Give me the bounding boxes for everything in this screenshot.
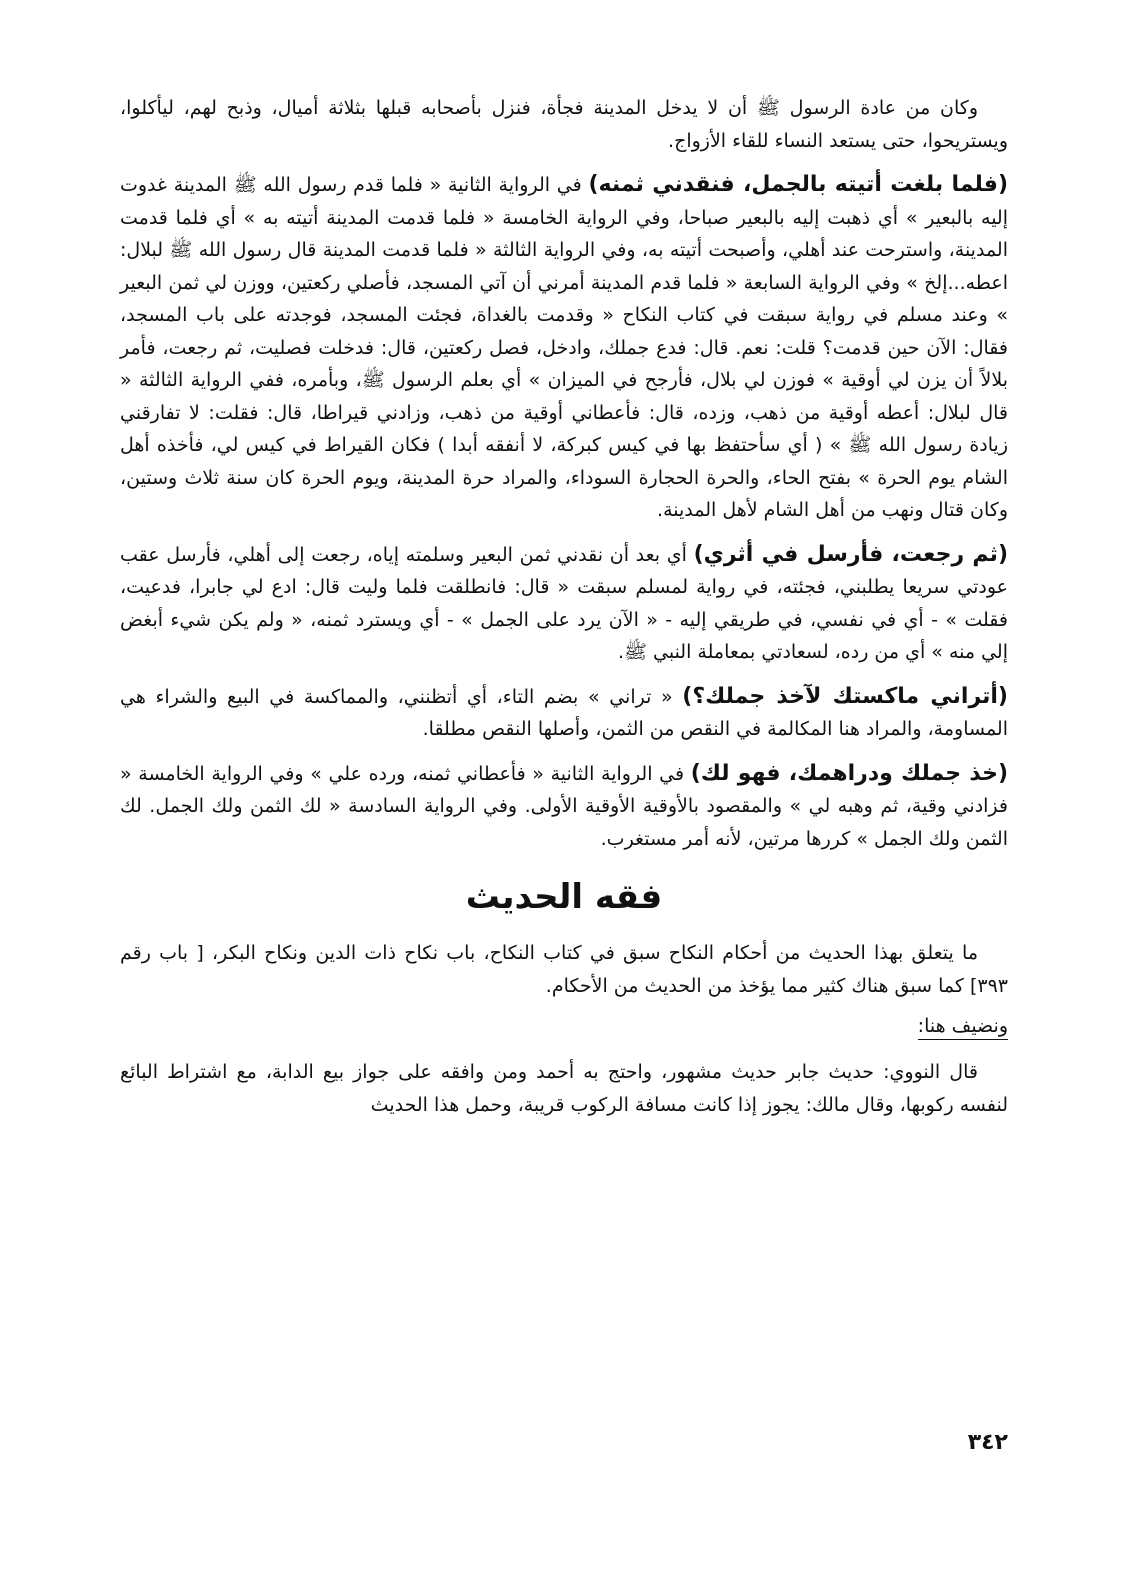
paragraph-payment-text: في الرواية الثانية « فلما قدم رسول الله ﷺ المدينة غدوت إليه بالبعير » أي ذهبت إليه بالبعير صباحا، وفي الرواية الخامسة « فلما قدمت المدينة أتيته به » أي فلما قدمت المدينة، واسترحت عند أهلي، وأصبحت أتيته به، وفي الرواية الثالثة « فلما قدمت المدينة قال رسول الله ﷺ لبلال: اعطه...إلخ » وفي الرواية السابعة « فلما قدم المدينة أمرني أن آتي المسجد، فأصلي ركعتين، ووزن لي ثمن البعير » وعند مسلم في رواية سبقت في كتاب النكاح « وقدمت بالغداة، فجئت المسجد، فوجدته على باب المسجد، فقال: الآن حين قدمت؟ قلت: نعم. قال: فدع جملك، وادخل، فصل ركعتين، قال: فدخلت فصليت، ثم رجعت، فأمر بلالاً أن يزن لي أوقية » فوزن لي بلال، فأرجح في الميزان » أي بعلم الرسول ﷺ، وبأمره، ففي الرواية الثالثة « قال لبلال: أعطه أوقية من ذهب، وزده، قال: فأعطاني أوقية من ذهب، وزادني قيراطا، قال: فقلت: لا تفارقني زيادة رسول الله ﷺ » ( أي سأحتفظ بها في كيس كبركة، لا أنفقه أبدا ) فكان القيراط في كيس لي، فأخذه أهل الشام يوم الحرة » بفتح الحاء، والحرة الحجارة السوداء، والمراد حرة المدينة، ويوم الحرة كان سنة ثلاث وستين، وكان قتال ونهب من أهل الشام لأهل المدينة.	[120, 174, 1008, 521]
paragraph-bargain	[120, 681, 1008, 746]
paragraph-bargain-text: « تراني » بضم التاء، أي أتظنني، والمماكسة في البيع والشراء هي المساومة، والمراد هنا المكالمة في النقص من الثمن، وأصلها النقص مطلقا.	[120, 685, 1008, 740]
paragraph-arrival	[120, 92, 1008, 157]
paragraph-return-text: أي بعد أن نقدني ثمن البعير وسلمته إياه، رجعت إلى أهلي، فأرسل عقب عودتي سريعا يطلبني، فجئته، في رواية لمسلم سبقت « قال: فانطلقت فلما وليت قال: ادع لي جابرا، فدعيت، فقلت » - أي في نفسي، في طريقي إليه - « الآن يرد على الجمل » - أي ويسترد ثمنه، « ولم يكن شيء أبغض إلي منه » أي من رده، لسعادتي بمعاملة النبي ﷺ.	[120, 543, 1008, 663]
subheading	[120, 1010, 1008, 1042]
paragraph-payment	[120, 169, 1008, 527]
hadith-quote-gift: (خذ جملك ودراهمك، فهو لك)	[690, 760, 1008, 786]
paragraph-gift-text: في الرواية الثانية « فأعطاني ثمنه، ورده علي » وفي الرواية الخامسة « فزادني وقية، ثم وهبه لي » والمقصود بالأوقية الأوقية الأولى. وفي الرواية السادسة « لك الثمن ولك الجمل. لك الثمن ولك الجمل » كررها مرتين، لأنه أمر مستغرب.	[120, 762, 1008, 850]
intro-paragraph: ما يتعلق بهذا الحديث من أحكام النكاح سبق في كتاب النكاح، باب نكاح ذات الدين ونكاح البكر، [ باب رقم ٣٩٣] كما سبق هناك كثير مما يؤخذ من الحديث من الأحكام.	[120, 942, 1008, 997]
hadith-quote-payment: (فلما بلغت أتيته بالجمل، فنقدني ثمنه)	[588, 172, 1008, 197]
section-heading: فقه الحديث	[465, 877, 663, 917]
hadith-quote-return: (ثم رجعت، فأرسل في أثري)	[693, 541, 1008, 567]
paragraph-arrival-text: وكان من عادة الرسول ﷺ أن لا يدخل المدينة فجأة، فنزل بأصحابه قبلها بثلاثة أميال، وذبح لهم، ليأكلوا، ويستريحوا، حتى يستعد النساء للقاء الأزواج.	[120, 97, 1008, 152]
paragraph-gift	[120, 758, 1008, 856]
page-body	[120, 92, 1008, 1121]
paragraph-return	[120, 539, 1008, 669]
hadith-quote-bargain: (أتراني ماكستك لآخذ جملك؟)	[682, 683, 1008, 709]
subheading-text: ونضيف هنا:	[918, 1015, 1008, 1040]
page-number: ٣٤٢	[967, 1430, 1008, 1455]
closing-paragraph: قال النووي: حديث جابر حديث مشهور، واحتج به أحمد ومن وافقه على جواز بيع الدابة، مع اشتراط البائع لنفسه ركوبها، وقال مالك: يجوز إذا كانت مسافة الركوب قريبة، وحمل هذا الحديث	[120, 1061, 1008, 1116]
